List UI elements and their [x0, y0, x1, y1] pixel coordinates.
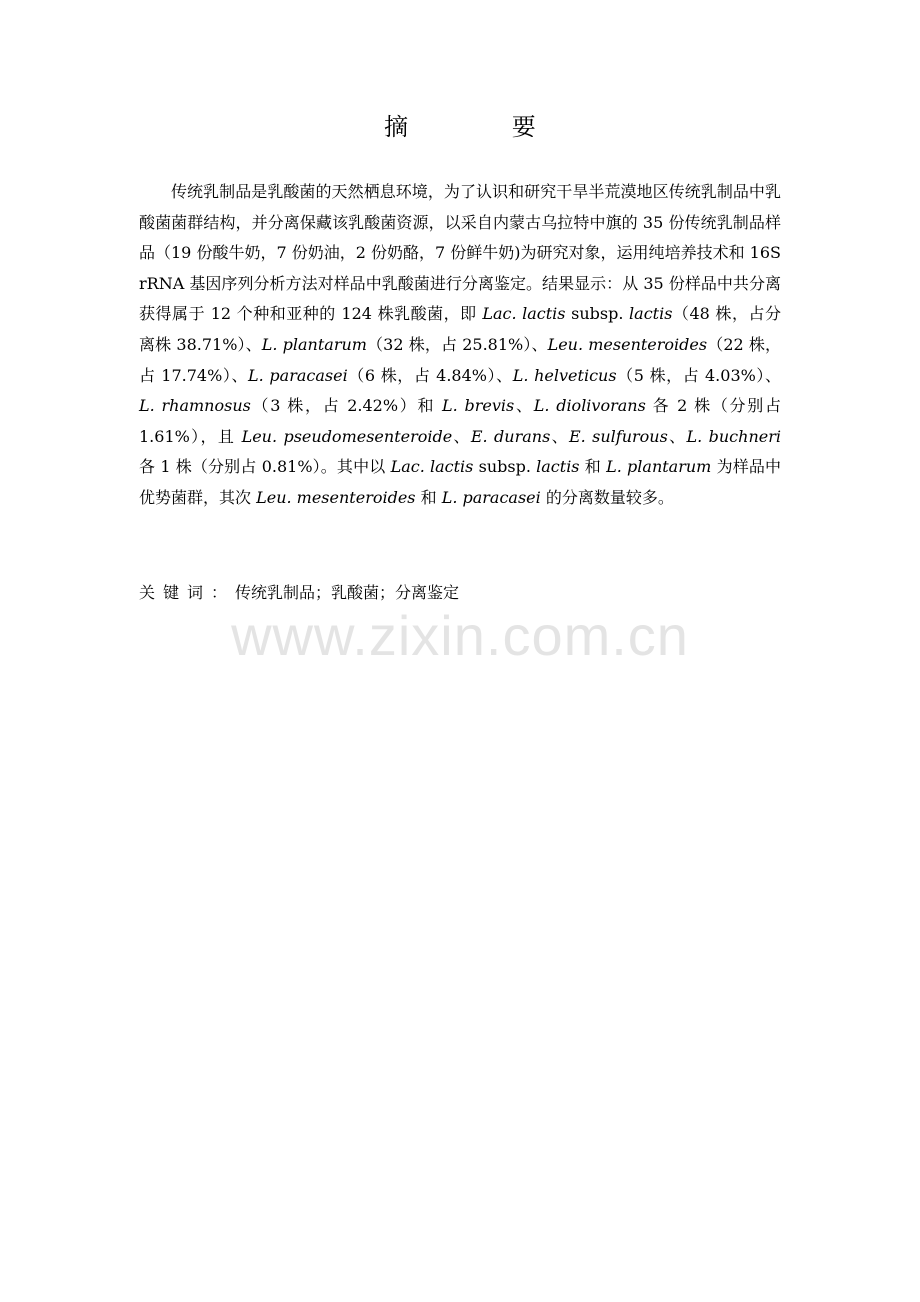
species-name: L. brevis: [442, 396, 515, 416]
abstract-text: 各 2 株（分别占 1.61%），且: [139, 396, 781, 446]
abstract-text: （32 株，占 25.81%）、: [366, 334, 548, 354]
page-title: 摘 要: [384, 113, 584, 141]
abstract-text: 、: [514, 396, 534, 416]
species-name: L. diolivorans: [533, 396, 646, 416]
abstract-text: （3 株，占 2.42%）和: [250, 396, 442, 416]
abstract-text: 的分离数量较多。: [540, 487, 674, 507]
species-name: L. plantarum: [261, 334, 367, 354]
species-name: Leu. mesenteroides: [256, 487, 416, 507]
species-name: E. durans: [470, 426, 551, 446]
abstract-text: 、: [452, 426, 471, 446]
species-name: L. plantarum: [606, 457, 712, 477]
species-name: Lac. lactis: [390, 457, 474, 477]
abstract-text: 各 1 株（分别占 0.81%）。其中以: [139, 457, 391, 477]
abstract-text: 和: [415, 487, 442, 507]
abstract-text: subsp.: [565, 304, 630, 324]
species-name: L. buchneri: [686, 426, 781, 446]
abstract-text: 和: [579, 457, 607, 477]
species-name: Lac. lactis: [482, 304, 566, 324]
abstract-text: 为样品中优势菌群，其次: [139, 457, 781, 507]
keywords-label: 关键词：: [139, 583, 236, 602]
species-name: L. helveticus: [512, 365, 617, 385]
abstract-text: 、: [667, 426, 687, 446]
species-name: Leu. pseudomesenteroide: [241, 426, 453, 446]
species-name: L. paracasei: [441, 487, 541, 507]
abstract-text: （6 株，占 4.84%）、: [347, 365, 513, 385]
species-name: L. paracasei: [248, 365, 348, 385]
keywords-text: 传统乳制品；乳酸菌；分离鉴定: [235, 583, 460, 602]
species-name: lactis: [629, 304, 673, 324]
abstract-text: （22 株，占 17.74%）、: [139, 334, 781, 385]
keywords-line: [139, 579, 781, 607]
species-name: Leu. mesenteroides: [547, 334, 708, 354]
species-name: lactis: [536, 457, 580, 477]
abstract-text: （5 株，占 4.03%）、: [616, 365, 782, 385]
abstract-text: 传统乳制品是乳酸菌的天然栖息环境，为了认识和研究干旱半荒漠地区传统乳制品中乳酸菌菌群结构，并分离保藏该乳酸菌资源，以采自内蒙古乌拉特中旗的 35 份传统乳制品样品（19 份酸牛奶，7 份奶油，2 份奶酪，7 份鲜牛奶)为研究对象，运用纯培养技术和 16S rRNA 基因序列分析方法对样品中乳酸菌进行分离鉴定。结果显示：从 35 份样品中共分离获得属于 12 个种和亚种的 124 株乳酸菌，即: [139, 182, 781, 324]
species-name: L. rhamnosus: [139, 396, 251, 416]
abstract-text: 、: [550, 426, 569, 446]
species-name: E. sulfurous: [568, 426, 668, 446]
abstract-text: （48 株，占分离株 38.71%）、: [139, 304, 781, 354]
watermark: www.zixin.com.cn: [231, 604, 689, 667]
abstract-text: subsp.: [473, 457, 537, 477]
abstract-paragraph: [139, 177, 781, 514]
